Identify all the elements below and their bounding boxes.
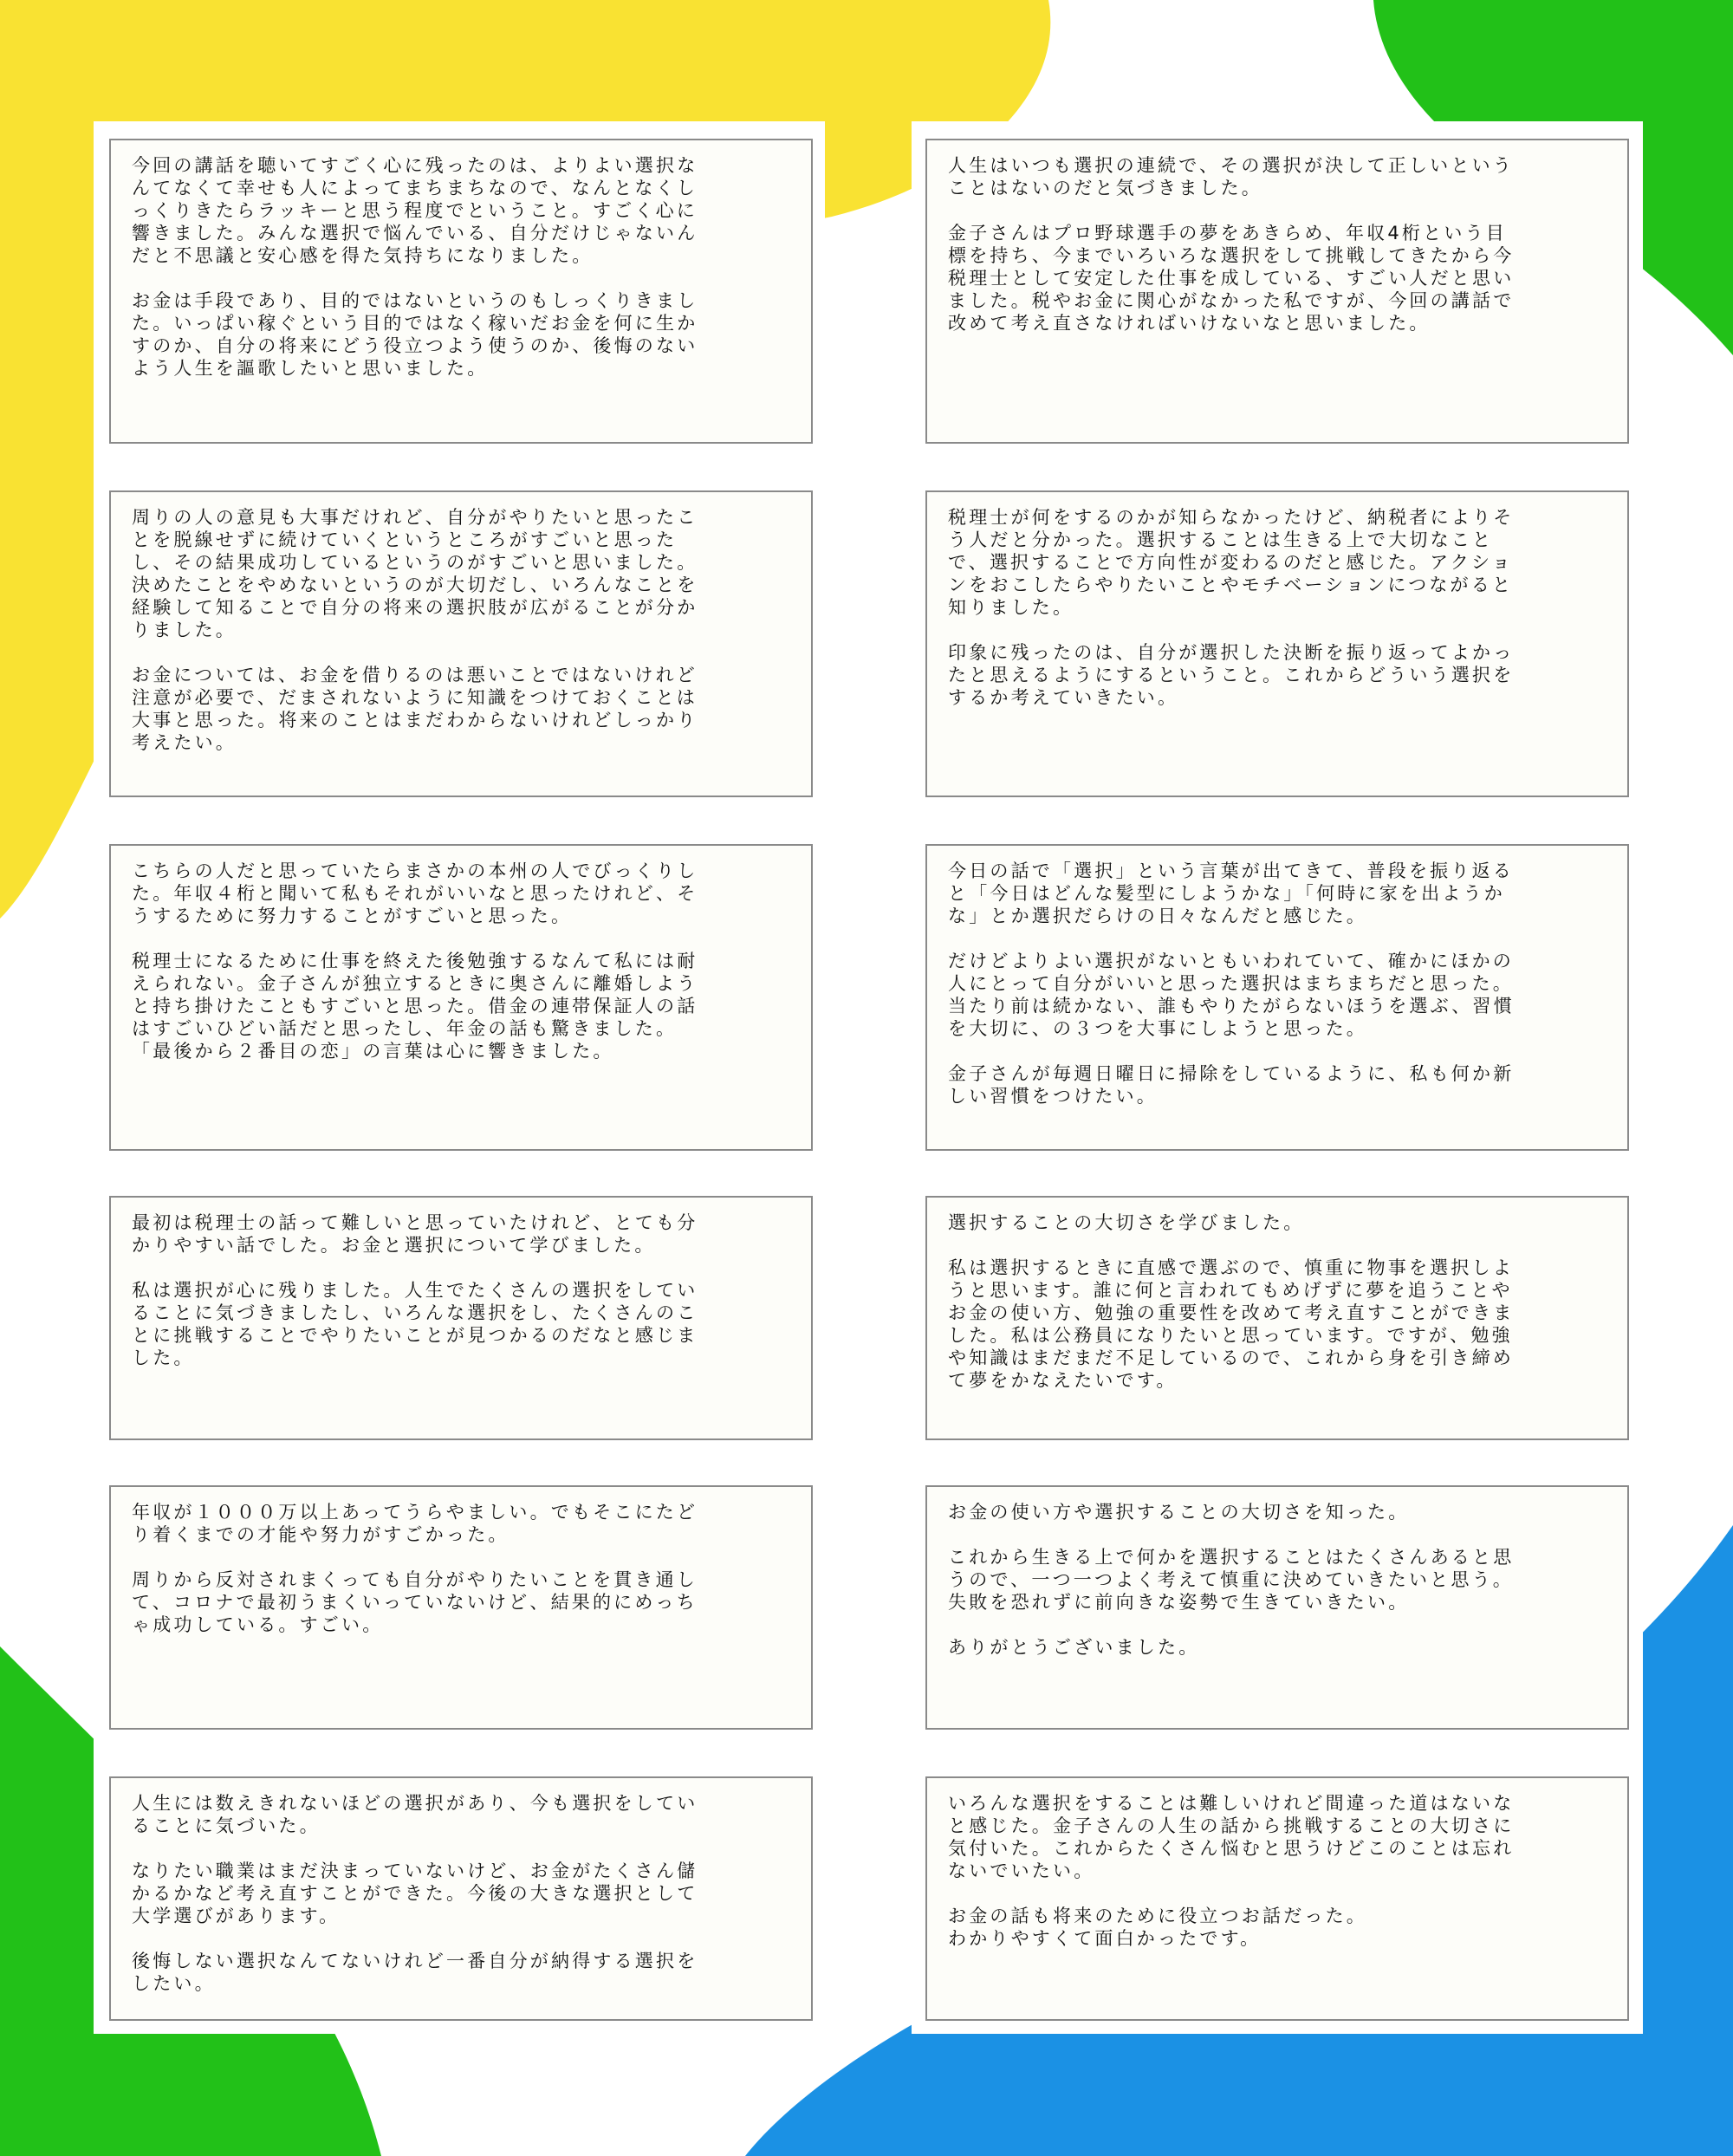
comment-paragraph: 最初は税理士の話って難しいと思っていたけれど、とても分 かりやすい話でした。お金と選択について学びました。 (132, 1212, 698, 1256)
comment-paragraph: いろんな選択をすることは難しいけれど間違った道はないな と感じた。金子さんの人生の話から挑戦することの大切さに 気付いた。これからたくさん悩むと思うけどこのことは忘れ ないでいたい。 (948, 1793, 1515, 1881)
comment-paragraph: お金の話も将来のために役立つお話だった。 わかりやすくて面白かったです。 (948, 1906, 1367, 1949)
comment-card (109, 844, 813, 1151)
comment-paragraph: こちらの人だと思っていたらまさかの本州の人でびっくりし た。年収４桁と聞いて私もそれがいいなと思ったけれど、そ うするために努力することがすごいと思った。 (132, 860, 698, 926)
comment-paragraph: 私は選択が心に残りました。人生でたくさんの選択をしてい ることに気づきましたし、いろんな選択をし、たくさんのこ とに挑戦することでやりたいことが見つかるのだなと感じま した。 (132, 1280, 698, 1368)
comment-paragraph: 印象に残ったのは、自分が選択した決断を振り返ってよかっ たと思えるようにするということ。これからどういう選択を するか考えていきたい。 (948, 642, 1515, 708)
comment-paragraph: 金子さんが毎週日曜日に掃除をしているように、私も何か新 しい習慣をつけたい。 (948, 1063, 1515, 1107)
comment-paragraph: 税理士になるために仕事を終えた後勉強するなんて私には耐 えられない。金子さんが独立するときに奥さんに離婚しよう と持ち掛けたこともすごいと思った。借金の連帯保証人の話 はすごいひどい話だと思ったし、年金の話も驚きました。 「最後から２番目の恋」の言葉は心に響きました。 (132, 951, 698, 1062)
comment-paragraph: 今日の話で「選択」という言葉が出てきて、普段を振り返る と「今日はどんな髪型にしようかな」「何時に家を出ようか な」とか選択だらけの日々なんだと感じた。 (948, 860, 1514, 926)
comment-paragraph: これから生きる上で何かを選択することはたくさんあると思 うので、一つ一つよく考えて慎重に決めていきたいと思う。 失敗を恐れずに前向きな姿勢で生きていきたい。 (948, 1547, 1515, 1613)
comment-card (109, 139, 813, 444)
comment-paragraph: 人生には数えきれないほどの選択があり、今も選択をしてい ることに気づいた。 (132, 1793, 698, 1836)
comment-paragraph: なりたい職業はまだ決まっていないけど、お金がたくさん儲 かるかなど考え直すことができた。今後の大きな選択として 大学選びがあります。 (132, 1861, 698, 1926)
comment-card (109, 490, 813, 797)
comment-card (109, 1776, 813, 2021)
comment-card (109, 1485, 813, 1730)
comment-paragraph: 周りの人の意見も大事だけれど、自分がやりたいと思ったこ とを脱線せずに続けていくというところがすごいと思った し、その結果成功しているというのがすごいと思いました。 決めたことをやめないというのが大切だし、いろんなことを 経験して知ることで自分の将来の選択肢が広がることが分か りました。 (132, 507, 698, 640)
comment-paragraph: 税理士が何をするのかが知らなかったけど、納税者によりそ う人だと分かった。選択することは生きる上で大切なこと で、選択することで方向性が変わるのだと感じた。アクショ ンをおこしたらやりたいことやモチベーションにつながると 知りました。 (948, 507, 1515, 618)
comment-paragraph: ありがとうございました。 (948, 1637, 1200, 1658)
comment-paragraph: 私は選択するときに直感で選ぶので、慎重に物事を選択しよ うと思います。誰に何と言われてもめげずに夢を追うことや お金の使い方、勉強の重要性を改めて考え直すことができま した。私は公務員になりたいと思っています。ですが、勉強 や知識はまだまだ不足しているので、これから身を引き締め て夢をかなえたいです。 (948, 1257, 1515, 1391)
comment-paragraph: 年収が１０００万以上あってうらやましい。でもそこにたど り着くまでの才能や努力がすごかった。 (132, 1502, 698, 1545)
comment-paragraph: 選択することの大切さを学びました。 (948, 1212, 1305, 1233)
comment-paragraph: お金は手段であり、目的ではないというのもしっくりきまし た。いっぱい稼ぐという目的ではなく稼いだお金を何に生か すのか、自分の将来にどう役立つよう使うのか、後悔のない よう人生を謳歌したいと思いました。 (132, 290, 698, 379)
comment-card (925, 1485, 1629, 1730)
comment-paragraph: お金については、お金を借りるのは悪いことではないけれど 注意が必要で、だまされないように知識をつけておくことは 大事と思った。将来のことはまだわからないけれどしっかり 考えたい。 (132, 665, 698, 753)
comment-paragraph: 周りから反対されまくっても自分がやりたいことを貫き通し て、コロナで最初うまくいっていないけど、結果的にめっち ゃ成功している。すごい。 (132, 1569, 698, 1635)
comment-paragraph: 後悔しない選択なんてないけれど一番自分が納得する選択を したい。 (132, 1951, 698, 1994)
comment-card (925, 1776, 1629, 2021)
comment-card (925, 844, 1629, 1151)
comment-paragraph: 人生はいつも選択の連続で、その選択が決して正しいという ことはないのだと気づきました。 (948, 155, 1514, 198)
comment-paragraph: 金子さんはプロ野球選手の夢をあきらめ、年収4桁という目 標を持ち、今までいろいろな選択をして挑戦してきたから今 税理士として安定した仕事を成している、すごい人だと思い ました。税やお金に関心がなかった私ですが、今回の講話で 改めて考え直さなければいけないなと思いました。 (948, 223, 1515, 334)
comment-card (925, 490, 1629, 797)
comment-card (925, 1196, 1629, 1440)
comment-card (925, 139, 1629, 444)
comment-card (109, 1196, 813, 1440)
comment-paragraph: だけどよりよい選択がないともいわれていて、確かにほかの 人にとって自分がいいと思った選択はまちまちだと思った。 当たり前は続かない、誰もやりたがらないほうを選ぶ、習慣 を大切に、の３つを大事にしようと思った。 (948, 951, 1515, 1039)
comment-paragraph: 今回の講話を聴いてすごく心に残ったのは、よりよい選択な んてなくて幸せも人によってまちまちなので、なんとなくし っくりきたらラッキーと思う程度でということ。すごく心に 響きました。みんな選択で悩んでいる、自分だけじゃないん だと不思議と安心感を得た気持ちになりました。 (132, 155, 698, 266)
comment-paragraph: お金の使い方や選択することの大切さを知った。 (948, 1502, 1410, 1523)
